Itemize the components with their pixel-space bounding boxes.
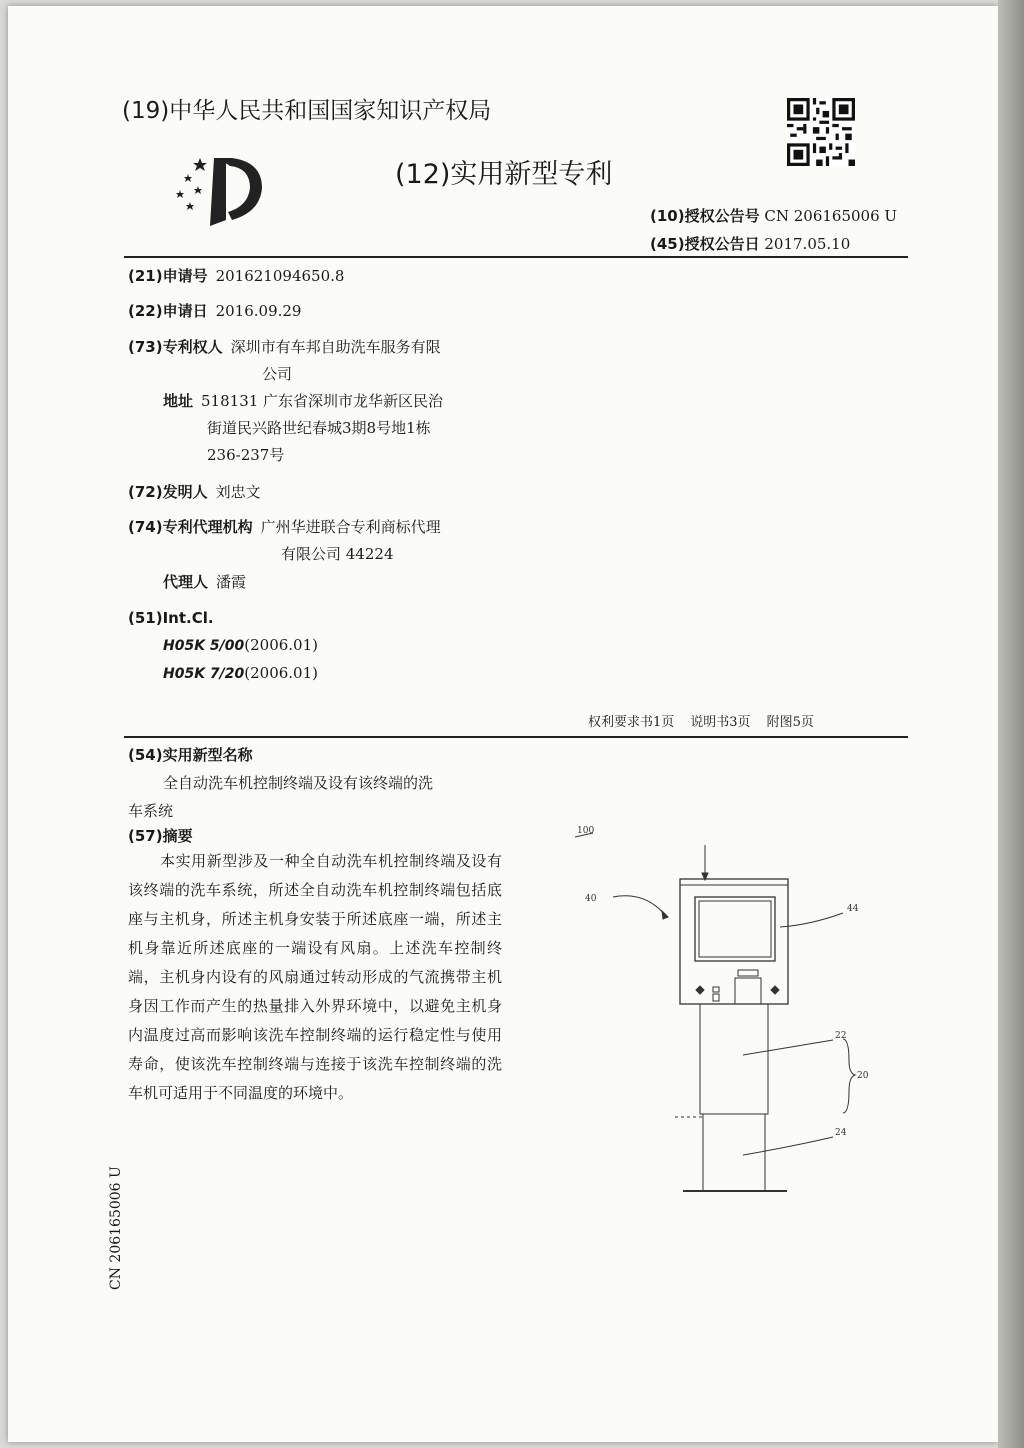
header-divider — [124, 256, 908, 258]
ipc-class-1-version: (2006.01) — [244, 636, 318, 654]
page-counts — [588, 711, 814, 730]
patent-agency-line2: 有限公司 44224 — [281, 545, 394, 563]
ipc-class-2-code: H05K 7/20 — [163, 666, 245, 682]
address-line2: 街道民兴路世纪春城3期8号地1栋 — [207, 419, 431, 437]
ref-40-label: 40 — [585, 894, 597, 904]
ref-40-arrow — [662, 911, 668, 919]
publication-date-value: 2017.05.10 — [764, 235, 851, 253]
display-screen — [699, 901, 771, 957]
patentee-value-line1: 深圳市有车邦自助洗车服务有限 — [230, 338, 441, 356]
ref-44-label: 44 — [847, 904, 859, 914]
publication-number-label: (10)授权公告号 — [650, 207, 760, 225]
ref-20-label: 20 — [857, 1071, 869, 1081]
ipc-class-2-version: (2006.01) — [244, 664, 318, 682]
publication-date-label: (45)授权公告日 — [650, 235, 760, 253]
ref-100-label: 100 — [577, 826, 595, 836]
int-cl-label — [128, 605, 214, 631]
filing-date — [128, 298, 301, 324]
ref-24-label: 24 — [835, 1128, 847, 1138]
agent — [163, 569, 246, 595]
utility-model-title-line2: 车系统 — [128, 802, 174, 820]
inventor-label: (72)发明人 — [128, 483, 208, 501]
utility-model-title-label — [128, 742, 253, 768]
utility-model-title-line1: 全自动洗车机控制终端及设有该终端的洗 — [163, 774, 434, 792]
application-number — [128, 263, 344, 289]
filing-date-label: (22)申请日 — [128, 302, 208, 320]
book-spine — [998, 0, 1024, 1448]
indicator-top — [713, 987, 719, 992]
ref-40-leader — [613, 896, 665, 915]
card-slot — [738, 970, 758, 976]
publication-date — [650, 233, 850, 254]
column-upper-section — [700, 1004, 768, 1114]
application-number-label: (21)申请号 — [128, 267, 208, 285]
agent-value: 潘霞 — [216, 573, 247, 591]
ipc-class-2 — [163, 660, 318, 687]
application-number-value: 201621094650.8 — [215, 267, 345, 285]
description-pages: 说明书3页 — [690, 715, 751, 730]
main-body-housing — [680, 879, 788, 1004]
drawings-pages: 附图5页 — [766, 715, 814, 730]
cnipa-logo-icon — [170, 150, 270, 230]
side-publication-number: CN 206165006 U — [108, 1166, 124, 1290]
biblio-divider — [124, 736, 908, 738]
issuing-office: (19)中华人民共和国国家知识产权局 — [122, 98, 492, 124]
address — [163, 388, 443, 414]
ipc-class-1 — [163, 632, 318, 659]
inventor — [128, 479, 261, 505]
publication-number-value: CN 206165006 U — [764, 207, 898, 225]
agent-label: 代理人 — [163, 573, 209, 591]
left-button-icon — [696, 986, 704, 994]
right-button-icon — [771, 986, 779, 994]
dispenser-box — [735, 978, 761, 1004]
ipc-class-1-code: H05K 5/00 — [163, 638, 245, 654]
address-label: 地址 — [163, 392, 194, 410]
ref-44-leader — [780, 913, 843, 927]
patentee-label: (73)专利权人 — [128, 338, 223, 356]
address-line1: 518131 广东省深圳市龙华新区民治 — [201, 392, 444, 410]
patentee — [128, 334, 441, 360]
ref-20-brace — [843, 1039, 855, 1113]
abstract-text: 本实用新型涉及一种全自动洗车机控制终端及设有该终端的洗车系统，所述全自动洗车机控制终端包括底座与主机身，所述主机身安装于所述底座一端，所述主机身靠近所述底座的一端设有风扇。上述洗车控制终端，主机身内设有的风扇通过转动形成的气流携带主机身因工作而产生的热量排入外界环境中，以避免主机身内温度过高而影响该洗车控制终端的运行稳定性与使用寿命，使该洗车控制终端与连接于该洗车控制终端的洗车机可适用于不同温度的环境中。 — [128, 852, 502, 1102]
claims-pages: 权利要求书1页 — [588, 715, 675, 730]
patent-type: (12)实用新型专利 — [395, 159, 613, 190]
representative-drawing — [575, 825, 875, 1200]
inventor-value: 刘忠文 — [215, 483, 261, 501]
int-cl-label-text: (51)Int.Cl. — [128, 609, 214, 627]
patent-agency — [128, 514, 441, 540]
indicator-bottom — [713, 994, 719, 1001]
abstract-label-text: (57)摘要 — [128, 827, 193, 845]
display-screen-frame — [695, 897, 775, 961]
patentee-value-line2: 公司 — [262, 365, 293, 383]
patent-agency-line1: 广州华进联合专利商标代理 — [260, 518, 441, 536]
abstract-label — [128, 823, 193, 849]
filing-date-value: 2016.09.29 — [215, 302, 302, 320]
address-line3: 236-237号 — [207, 446, 285, 464]
patent-agency-label: (74)专利代理机构 — [128, 518, 253, 536]
utility-model-title-label-text: (54)实用新型名称 — [128, 746, 253, 764]
publication-number — [650, 205, 897, 226]
ref-22-leader — [743, 1040, 833, 1055]
ref-24-leader — [743, 1137, 833, 1155]
ref-22-label: 22 — [835, 1031, 847, 1041]
qr-code-icon[interactable] — [787, 98, 855, 166]
